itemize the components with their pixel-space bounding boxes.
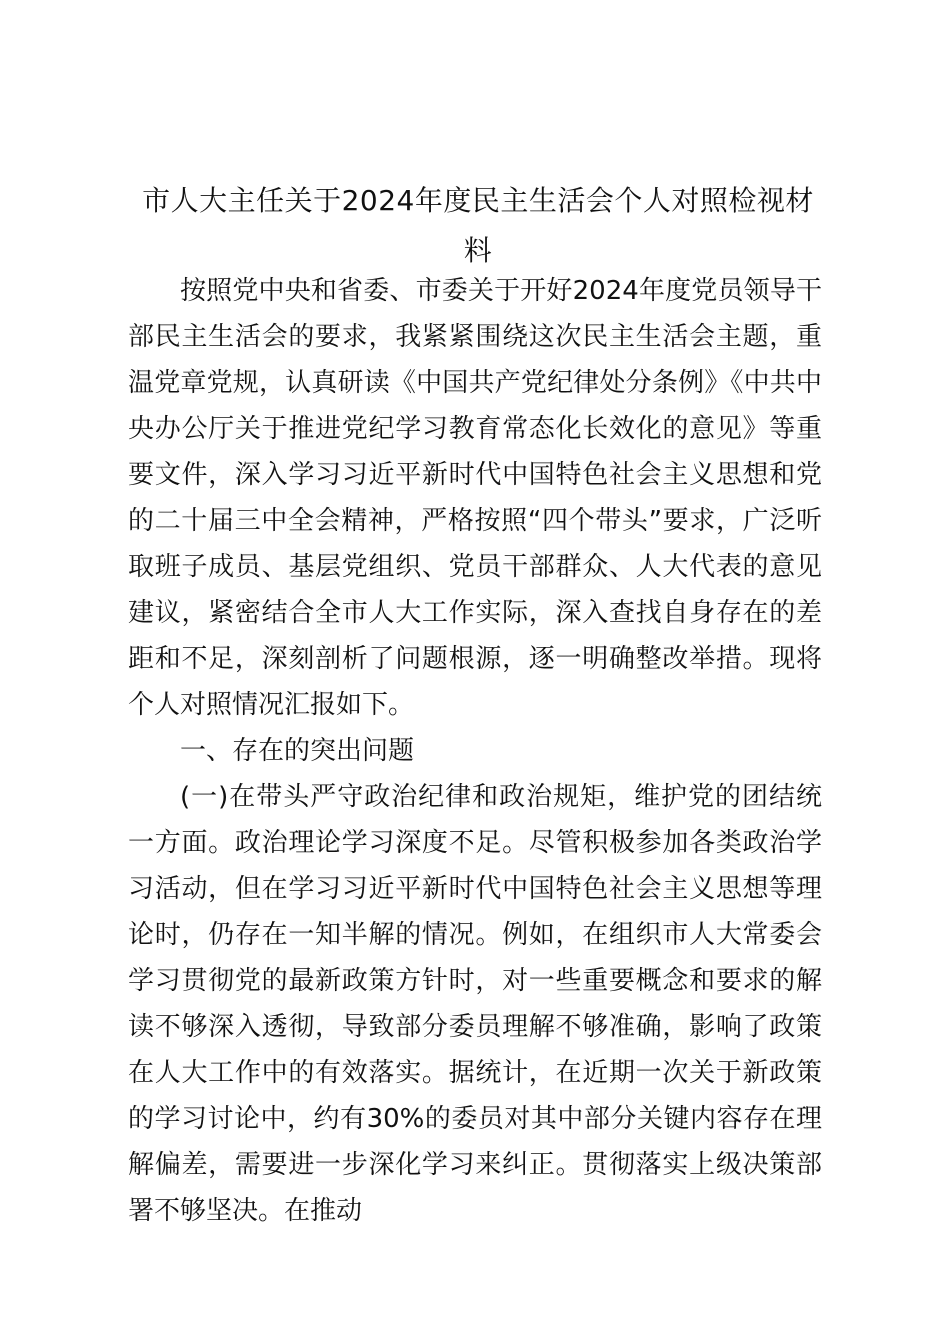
document-body: [128, 268, 822, 1234]
subsection-paragraph: (一)在带头严守政治纪律和政治规矩，维护党的团结统一方面。政治理论学习深度不足。尽管积极参加各类政治学习活动，但在学习习近平新时代中国特色社会主义思想等理论时，仍存在一知半解的情况。例如，在组织市人大常委会学习贯彻党的最新政策方针时，对一些重要概念和要求的解读不够深入透彻，导致部分委员理解不够准确，影响了政策在人大工作中的有效落实。据统计，在近期一次关于新政策的学习讨论中，约有30%的委员对其中部分关键内容存在理解偏差，需要进一步深化学习来纠正。贯彻落实上级决策部署不够坚决。在推动: [128, 782, 822, 1226]
document-title: 市人大主任关于2024年度民主生活会个人对照检视材料: [142, 184, 814, 267]
section-heading: 一、存在的突出问题: [180, 736, 415, 766]
intro-paragraph: 按照党中央和省委、市委关于开好2024年度党员领导干部民主生活会的要求，我紧紧围绕这次民主生活会主题，重温党章党规，认真研读《中国共产党纪律处分条例》《中共中央办公厅关于推进党纪学习教育常态化长效化的意见》等重要文件，深入学习习近平新时代中国特色社会主义思想和党的二十届三中全会精神，严格按照“四个带头”要求，广泛听取班子成员、基层党组织、党员干部群众、人大代表的意见建议，紧密结合全市人大工作实际，深入查找自身存在的差距和不足，深刻剖析了问题根源，逐一明确整改举措。现将个人对照情况汇报如下。: [128, 276, 822, 720]
